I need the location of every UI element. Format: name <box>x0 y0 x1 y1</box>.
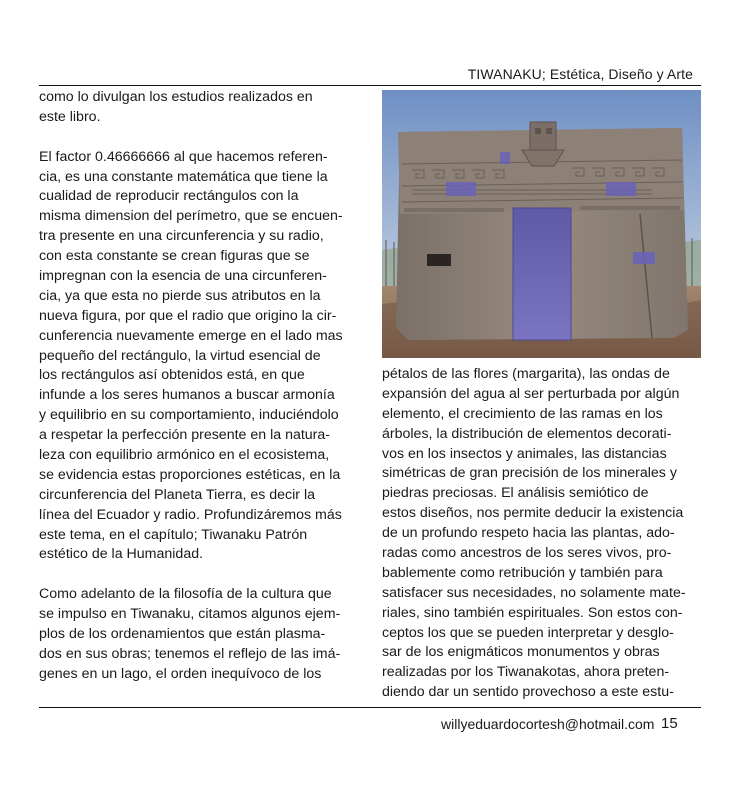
text-line: infunde a los seres humanos a buscar armonía <box>39 387 335 404</box>
text-line: se evidencia estas proporciones estéticas, en la <box>39 466 341 483</box>
text-line: cualidad de reproducir rectángulos con la <box>39 188 299 205</box>
right-text-column <box>382 365 702 703</box>
text-line: estos diseños, nos permite deducir la existencia <box>382 505 684 522</box>
text-line: árboles, la distribución de elementos decorati- <box>382 425 672 442</box>
text-line: con esta constante se crean figuras que se <box>39 248 310 265</box>
text-line: sar de los enigmáticos monumentos y obras <box>382 644 660 661</box>
text-line: tra presente en una circunferencia y su radio, <box>39 228 324 245</box>
text-line: realizadas por los Tiwanakotas, ahora preten- <box>382 664 670 681</box>
text-line: riales, sino también espirituales. Son estos con- <box>382 604 683 621</box>
text-line: de un profundo respeto hacia las plantas, ado- <box>382 525 675 542</box>
page-number: 15 <box>661 715 678 732</box>
paragraph-gap <box>39 565 359 585</box>
text-line: nueva figura, por que el radio que origino la cir- <box>39 307 337 324</box>
text-line: se impulso en Tiwanaku, citamos algunos ejem- <box>39 606 341 623</box>
text-line: a respetar la perfección presente en la natura- <box>39 427 331 444</box>
text-line: dos en sus obras; tenemos el reflejo de las imá- <box>39 645 341 662</box>
text-line: impregnan con la esencia de una circunferen- <box>39 268 327 285</box>
text-line: satisfacer sus necesidades, no solamente mate- <box>382 584 686 601</box>
text-line: como lo divulgan los estudios realizados en <box>39 89 313 105</box>
text-line: bablemente como retribución y también para <box>382 564 663 581</box>
text-line: los rectángulos así obtenidos está, en que <box>39 367 305 384</box>
text-line: plos de los ordenamientos que están plasma- <box>39 626 326 643</box>
text-line: y equilibrio en su comportamiento, induciéndolo <box>39 407 339 424</box>
text-line: estético de la Humanidad. <box>39 546 204 563</box>
text-line: cia, ya que esta no pierde sus atributos en la <box>39 287 321 304</box>
text-line: pequeño del rectángulo, la virtud esencial de <box>39 347 321 364</box>
text-line: cia, es una constante matemática que tiene la <box>39 168 328 185</box>
text-line: El factor 0.46666666 al que hacemos referen- <box>39 148 328 165</box>
header-rule <box>39 85 701 86</box>
footer-email: willyeduardocortesh@hotmail.com <box>441 716 655 732</box>
text-line: genes en un lago, el orden inequívoco de los <box>39 665 322 682</box>
text-line: diendo dar un sentido provechoso a este estu- <box>382 684 674 701</box>
text-line: vos en los insectos y animales, las distancias <box>382 445 667 462</box>
text-line: este tema, en el capítulo; Tiwanaku Patrón <box>39 526 308 543</box>
left-text-column <box>39 88 359 685</box>
text-line: expansión del agua al ser perturbada por algún <box>382 385 680 402</box>
gate-of-the-sun-photo <box>382 90 701 358</box>
text-line: Como adelanto de la filosofía de la cultura que <box>39 586 332 603</box>
text-line: línea del Ecuador y radio. Profundizáremos más <box>39 506 342 523</box>
text-line: pétalos de las flores (margarita), las ondas de <box>382 366 670 382</box>
running-header: TIWANAKU; Estética, Diseño y Arte <box>467 66 693 82</box>
text-line: simétricas de gran precisión de los minerales y <box>382 465 677 482</box>
text-line: piedras preciosas. El análisis semiótico de <box>382 485 649 502</box>
text-line: leza con equilibrio armónico en el ecosistema, <box>39 447 330 464</box>
text-line: este libro. <box>39 108 101 125</box>
text-line: circunferencia del Planeta Tierra, es decir la <box>39 486 316 503</box>
text-line: elemento, el crecimiento de las ramas en los <box>382 405 663 422</box>
text-line: misma dimension del perímetro, que se encuen- <box>39 208 343 225</box>
text-line: cunferencia nuevamente emerge en el lado mas <box>39 327 343 344</box>
footer-rule <box>39 707 701 708</box>
text-line: ceptos los que se pueden interpretar y desglo- <box>382 624 674 641</box>
paragraph-gap <box>39 128 359 148</box>
text-line: radas como ancestros de los seres vivos, pro- <box>382 545 672 562</box>
